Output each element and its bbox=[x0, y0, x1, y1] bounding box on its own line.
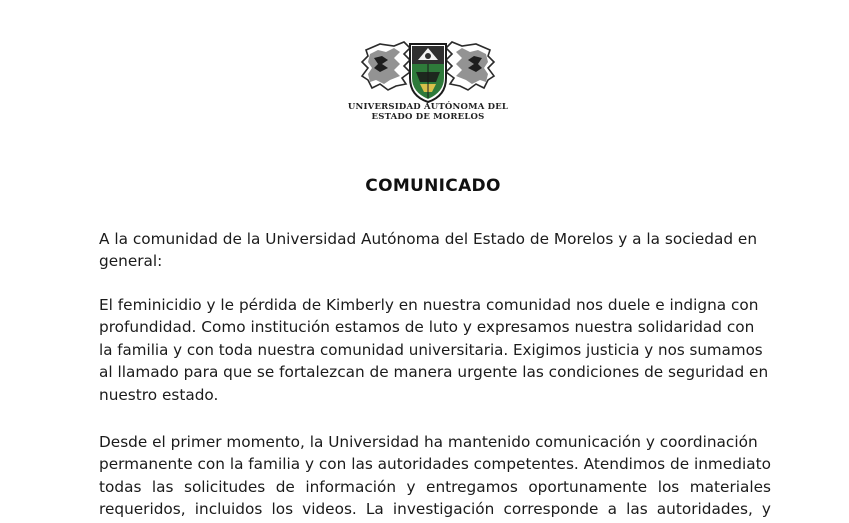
paragraph-coordination bbox=[99, 431, 771, 521]
university-name-line-2: ESTADO DE MORELOS bbox=[371, 112, 485, 122]
paragraph-line: todas las solicitudes de información y entregamos oportunamente los materiales bbox=[99, 477, 771, 496]
paragraph-line: nuestro estado. bbox=[99, 385, 219, 404]
paragraph-line: permanente con la familia y con las autoridades competentes. Atendimos de inmediato bbox=[99, 455, 771, 474]
paragraph-line: A la comunidad de la Universidad Autónoma del Estado de Morelos y a la sociedad en bbox=[99, 230, 758, 248]
paragraph-statement bbox=[99, 294, 771, 406]
paragraph-line: Desde el primer momento, la Universidad ha mantenido comunicación y coordinación bbox=[99, 433, 758, 451]
paragraph-line: al llamado para que se fortalezcan de manera urgente las condiciones de seguridad en bbox=[99, 363, 769, 382]
paragraph-greeting bbox=[99, 228, 771, 273]
paragraph-line: general: bbox=[99, 252, 163, 271]
paragraph-line: la familia y con toda nuestra comunidad universitaria. Exigimos justicia y nos sumamos bbox=[99, 340, 763, 359]
university-coat-of-arms-icon bbox=[360, 38, 496, 104]
paragraph-line: profundidad. Como institución estamos de luto y expresamos nuestra solidaridad con bbox=[99, 318, 755, 337]
paragraph-line: requeridos, incluidos los videos. La investigación corresponde a las autoridades, y bbox=[99, 500, 771, 519]
university-name-line-1: UNIVERSIDAD AUTÓNOMA DEL bbox=[347, 102, 509, 112]
paragraph-line: El feminicidio y le pérdida de Kimberly en nuestra comunidad nos duele e indigna con bbox=[99, 296, 759, 314]
document-title: COMUNICADO bbox=[365, 176, 501, 196]
